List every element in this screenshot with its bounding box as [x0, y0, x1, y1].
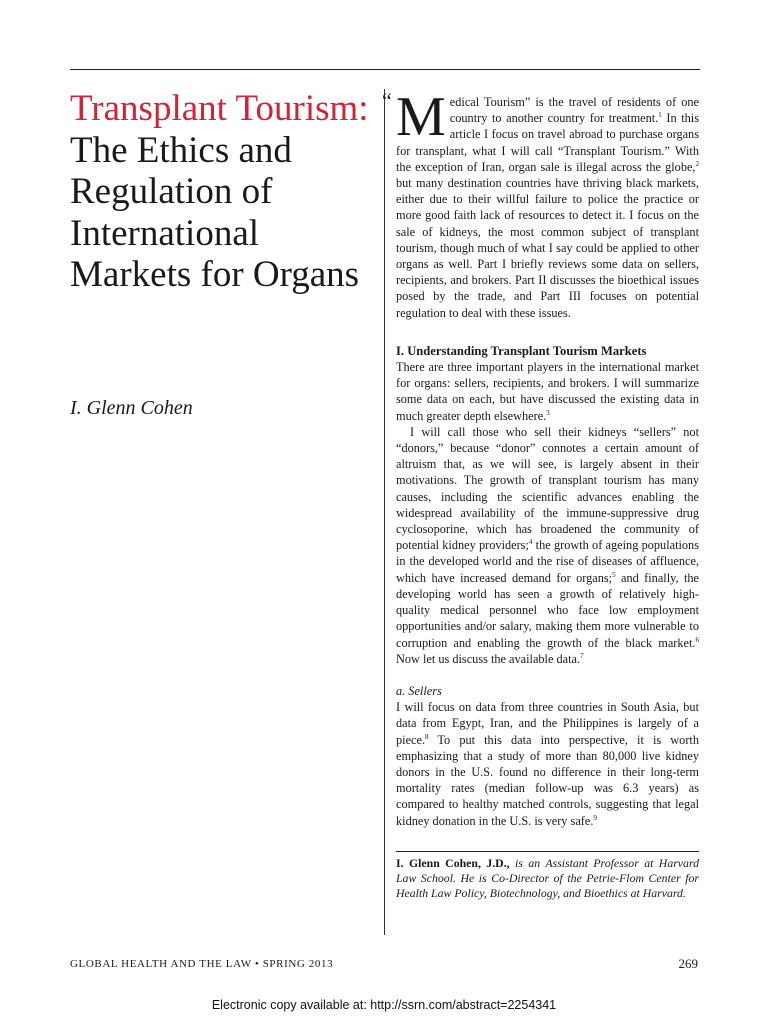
section-text: There are three important players in the international market for organs: sellers, recipients, and brokers. I will summarize some data on each, but have discussed the existing data in much greater depth elsewhere.: [396, 360, 699, 423]
title-accent: Transplant Tourism:: [70, 88, 369, 129]
bio-text: is an Assistant Professor at Harvard Law School. He is Co-Director of the Petrie-Flom Center for Health Law Policy, Biotechnology, and Bioethics at Harvard.: [396, 855, 699, 900]
section-text: and finally, the developing world has seen a growth of relatively high-quality medical personnel who face low employment opportunities and/or salary, making them more vulnerable to corruption and enabling the growth of the black market.: [396, 570, 699, 650]
open-quote: “: [382, 88, 392, 113]
intro-paragraph: [396, 86, 699, 321]
author-bio: [396, 856, 699, 901]
top-rule: [70, 69, 700, 70]
article-title: [70, 88, 370, 296]
section-paragraph: [396, 424, 699, 667]
footnote-ref[interactable]: 5: [612, 570, 616, 579]
footnote-ref[interactable]: 4: [528, 538, 533, 547]
subsection-heading: a. Sellers: [396, 683, 442, 698]
sellers-paragraph: [396, 699, 699, 829]
section-text: the growth of ageing populations in the developed world and the rise of diseases of affluence, which have increased demand for organs;: [396, 538, 699, 585]
footnote-ref[interactable]: 6: [695, 635, 699, 644]
section-text: Now let us discuss the available data.: [396, 651, 581, 666]
section-paragraph: [396, 359, 699, 424]
footnote-ref[interactable]: 9: [593, 813, 597, 822]
footnote-ref[interactable]: 7: [580, 651, 584, 660]
footnote-ref[interactable]: 3: [546, 408, 550, 417]
footnote-ref[interactable]: 2: [695, 159, 699, 168]
footnote-ref[interactable]: 8: [425, 732, 429, 741]
section-text: I will call those who sell their kidneys “sellers” not “donors,” because “donor” connotes a certain amount of altruism that, as we will see, is largely absent in their motivations. The growth of transplant tourism has many causes, including the scientific advances enabling the widespread availability of the immune-suppressive drug cyclosoporine, which has broadened the community of potential kidney providers;: [396, 424, 699, 553]
sellers-text: I will focus on data from three countries in South Asia, but data from Egypt, Iran, and the Philippines is largely of a piece.: [396, 700, 699, 747]
page-number: 269: [678, 956, 698, 971]
ssrn-notice: Electronic copy available at: http://ssrn.com/abstract=2254341: [211, 998, 557, 1012]
body-column: [382, 86, 699, 901]
section-heading: I. Understanding Transplant Tourism Markets: [396, 343, 647, 358]
bio-name: I. Glenn Cohen, J.D.,: [396, 855, 510, 870]
sellers-text: To put this data into perspective, it is worth emphasizing that a study of more than 80,000 live kidney donors in the U.S. found no difference in their long-term mortality rates (median follow-up was 6.3 years) as compared to healthy matched controls, suggesting that legal kidney donation in the U.S. is very safe.: [396, 732, 699, 828]
intro-text-a: edical Tourism” is the travel of residents of one country to another country for treatment.: [449, 95, 699, 126]
intro-text-c: but many destination countries have thriving black markets, either due to their willful failure to police the practice or more good faith lack of resources to detect it. I focus on the sale of kidneys, the most common subject of transplant tourism, though much of what I say could be applied to other organs as well. Part I briefly reviews some data on sellers, recipients, and brokers. Part II discusses the bioethical issues posed by the trade, and Part III focuses on potential regulation to deal with these issues.: [396, 176, 699, 320]
journal-footer: GLOBAL HEALTH AND THE LAW • SPRING 2013: [70, 958, 334, 970]
author-name: I. Glenn Cohen: [70, 397, 193, 419]
drop-cap: M: [396, 86, 446, 148]
title-rest: The Ethics and Regulation of International Markets for Organs: [70, 129, 360, 295]
column-divider: [384, 89, 385, 935]
intro-text-b: In this article I focus on travel abroad to purchase organs for transplant, what I will call “Transplant Tourism.” With the exception of Iran, organ sale is illegal across the globe,: [396, 111, 699, 174]
bio-rule: [396, 851, 699, 852]
footnote-ref[interactable]: 1: [658, 111, 662, 120]
